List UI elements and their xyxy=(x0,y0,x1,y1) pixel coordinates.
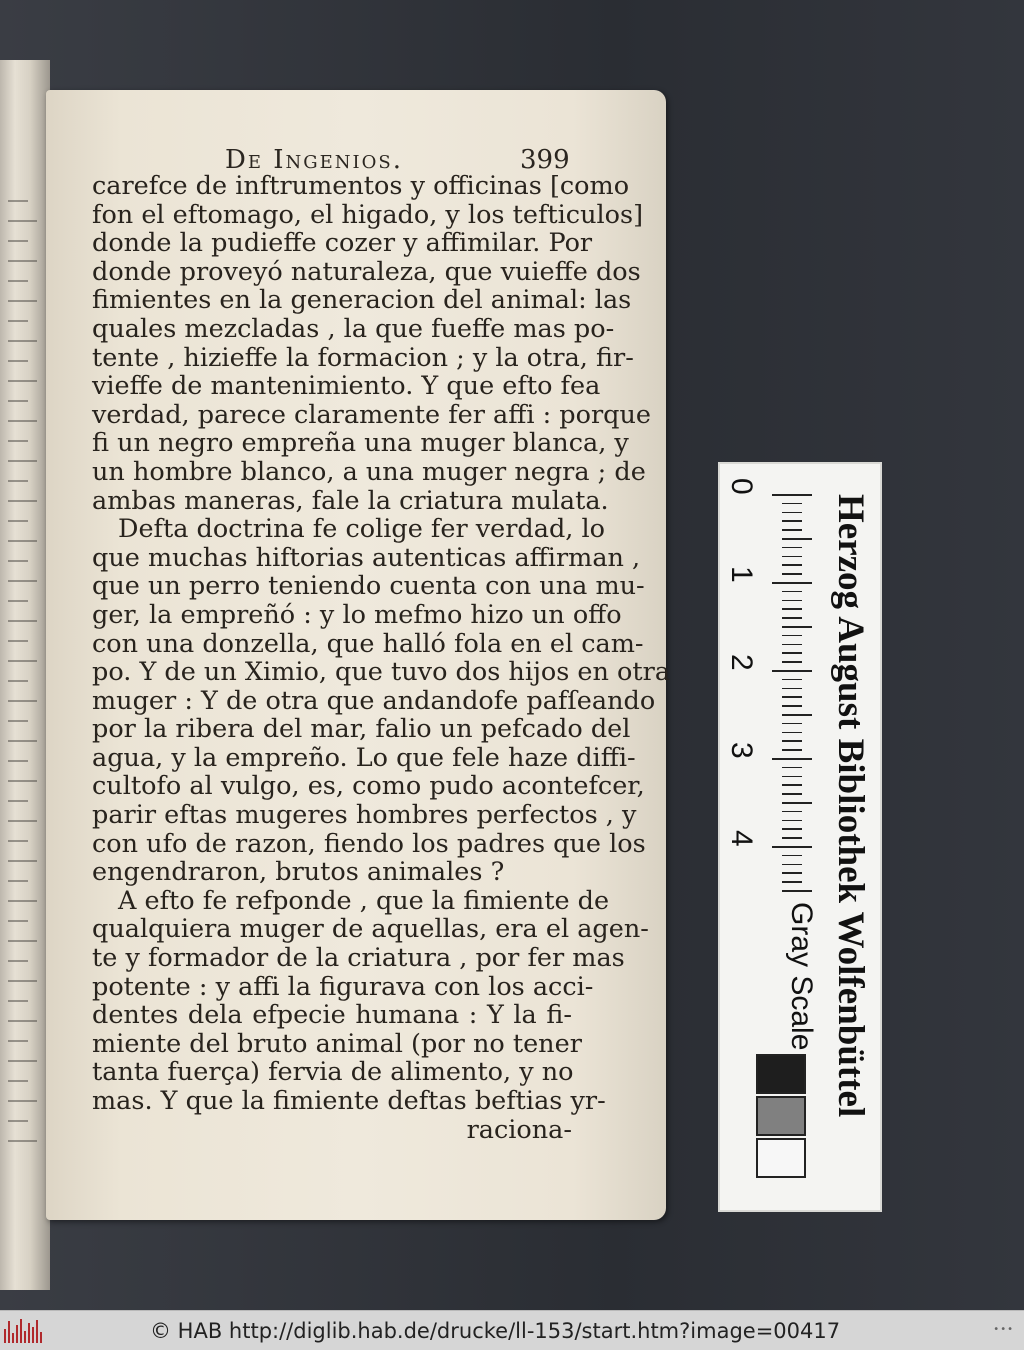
text-line: carefce de inftrumentos y officinas [como xyxy=(92,171,630,201)
ruler-number: 0 xyxy=(725,478,758,495)
ruler-tick xyxy=(782,503,802,505)
ruler-tick xyxy=(782,696,802,698)
ruler-tick xyxy=(782,608,802,610)
ruler-tick xyxy=(782,732,802,734)
text-line: A efto fe refponde , que la fimiente de xyxy=(118,885,610,916)
text-line: tanta fuerça) fervia de alimento, y no xyxy=(92,1057,574,1088)
footer-copyright-url[interactable]: © HAB http://diglib.hab.de/drucke/ll-153/start.htm?image=00417 xyxy=(150,1319,841,1343)
text-line: donde la pudieffe cozer y affimilar. Por xyxy=(92,228,593,259)
text-line: que muchas hiftorias autenticas affirman , xyxy=(92,542,641,573)
ruler-tick xyxy=(782,600,802,602)
ruler-tick xyxy=(782,679,802,681)
ruler-tick xyxy=(782,872,802,874)
page-text xyxy=(92,171,671,1145)
gray-scale-label: Gray Scale xyxy=(785,902,818,1051)
text-line: vieffe de mantenimiento. Y que efto fea xyxy=(92,371,601,402)
ruler-number: 1 xyxy=(725,566,758,583)
text-line: donde proveyó naturaleza, que vuieffe dos xyxy=(92,256,641,287)
ruler-tick xyxy=(782,547,802,549)
ruler-brand-label: Herzog August Bibliothek Wolfenbüttel xyxy=(830,494,871,1118)
ruler-number: 4 xyxy=(725,830,758,847)
text-line: con ufo de razon, fiendo los padres que los xyxy=(92,828,646,859)
ruler-number: 3 xyxy=(725,742,758,759)
ruler-tick xyxy=(782,740,802,742)
ruler-tick xyxy=(782,617,802,619)
ruler-tick xyxy=(772,846,812,848)
ruler-tick xyxy=(772,494,812,496)
text-line: fimientes en la generacion del animal: las xyxy=(92,285,632,316)
ruler-tick xyxy=(782,802,812,804)
text-line: fi un negro empreña una muger blanca, y xyxy=(92,428,629,459)
hab-logo-icon xyxy=(4,1319,48,1343)
gray-swatch xyxy=(756,1138,806,1178)
ruler-tick xyxy=(782,890,812,892)
scale-ruler xyxy=(718,462,882,1212)
footer-bar xyxy=(0,1310,1024,1350)
text-line: mas. Y que la fimiente deftas beftias yr- xyxy=(92,1086,606,1116)
text-line: quales mezcladas , la que fueffe mas po- xyxy=(92,313,615,344)
ruler-tick xyxy=(782,793,802,795)
ruler-tick xyxy=(782,776,802,778)
text-line: fon el eftomago, el higado, y los tefticulos] xyxy=(92,199,644,230)
text-line: raciona- xyxy=(466,1114,572,1145)
page-number: 399 xyxy=(520,145,570,175)
ruler-tick xyxy=(782,564,802,566)
book-spine xyxy=(0,60,50,1290)
text-line: potente : y affi la figurava con los acci- xyxy=(92,971,594,1002)
ruler-tick xyxy=(782,644,802,646)
text-line: ambas maneras, fale la criatura mulata. xyxy=(92,485,609,516)
text-line: verdad, parece claramente fer affi : porque xyxy=(92,399,652,430)
running-head: De Ingenios. xyxy=(225,145,404,175)
text-line: Defta doctrina fe colige fer verdad, lo xyxy=(118,514,605,545)
ruler-tick xyxy=(782,512,802,514)
previous-page-edge-text xyxy=(8,200,42,1200)
ruler-tick xyxy=(782,811,802,813)
ruler-tick xyxy=(772,582,812,584)
ruler-cm-scale xyxy=(725,478,808,874)
ruler-tick xyxy=(782,714,812,716)
ruler-tick xyxy=(772,670,812,672)
text-line: miente del bruto animal (por no tener xyxy=(92,1028,582,1059)
text-line: po. Y de un Ximio, que tuvo dos hijos en otra xyxy=(92,657,671,688)
ruler-tick xyxy=(782,837,802,839)
text-line: parir eftas mugeres hombres perfectos , y xyxy=(92,800,637,831)
ruler-number: 2 xyxy=(725,654,758,671)
ruler-tick xyxy=(782,749,802,751)
ruler-tick xyxy=(782,520,802,522)
text-line: agua, y la empreño. Lo que fele haze diffi- xyxy=(92,742,636,773)
text-line: tente , hizieffe la formacion ; y la otra, fir- xyxy=(92,342,634,373)
ruler-tick xyxy=(782,705,802,707)
text-line: te y formador de la criatura , por fer mas xyxy=(92,943,625,974)
ruler-tick xyxy=(782,573,802,575)
footer-menu-icon[interactable]: ••• xyxy=(993,1324,1014,1335)
ruler-tick xyxy=(782,635,802,637)
ruler-tick xyxy=(782,529,802,531)
ruler-tick xyxy=(782,652,802,654)
ruler-tick xyxy=(782,626,812,628)
ruler-tick xyxy=(772,758,812,760)
text-line: dentes dela efpecie humana : Y la fi- xyxy=(92,1000,572,1031)
gray-swatch xyxy=(756,1096,806,1136)
text-line: por la ribera del mar, falio un pefcado del xyxy=(92,714,631,745)
text-line: cultofo al vulgo, es, como pudo acontefcer, xyxy=(92,771,645,802)
text-line: ger, la empreñó : y lo mefmo hizo un offo xyxy=(92,599,622,630)
ruler-tick xyxy=(782,864,802,866)
text-line: que un perro teniendo cuenta con una mu- xyxy=(92,571,645,602)
gray-swatch xyxy=(756,1054,806,1094)
ruler-tick xyxy=(782,688,802,690)
ruler-tick xyxy=(782,828,802,830)
ruler-tick xyxy=(782,855,802,857)
ruler-tick xyxy=(782,784,802,786)
ruler-tick xyxy=(782,556,802,558)
ruler-tick xyxy=(782,820,802,822)
ruler-tick xyxy=(782,767,802,769)
ruler-tick xyxy=(782,661,802,663)
text-line: con una donzella, que halló fola en el cam- xyxy=(92,628,644,659)
text-line: qualquiera muger de aquellas, era el agen- xyxy=(92,914,649,945)
ruler-tick xyxy=(782,881,802,883)
text-line: muger : Y de otra que andandofe pafſeando xyxy=(92,685,656,716)
text-line: un hombre blanco, a una muger negra ; de xyxy=(92,456,646,487)
ruler-tick xyxy=(782,538,812,540)
ruler-tick xyxy=(782,723,802,725)
text-line: engendraron, brutos animales ? xyxy=(92,857,505,888)
ruler-tick xyxy=(782,591,802,593)
